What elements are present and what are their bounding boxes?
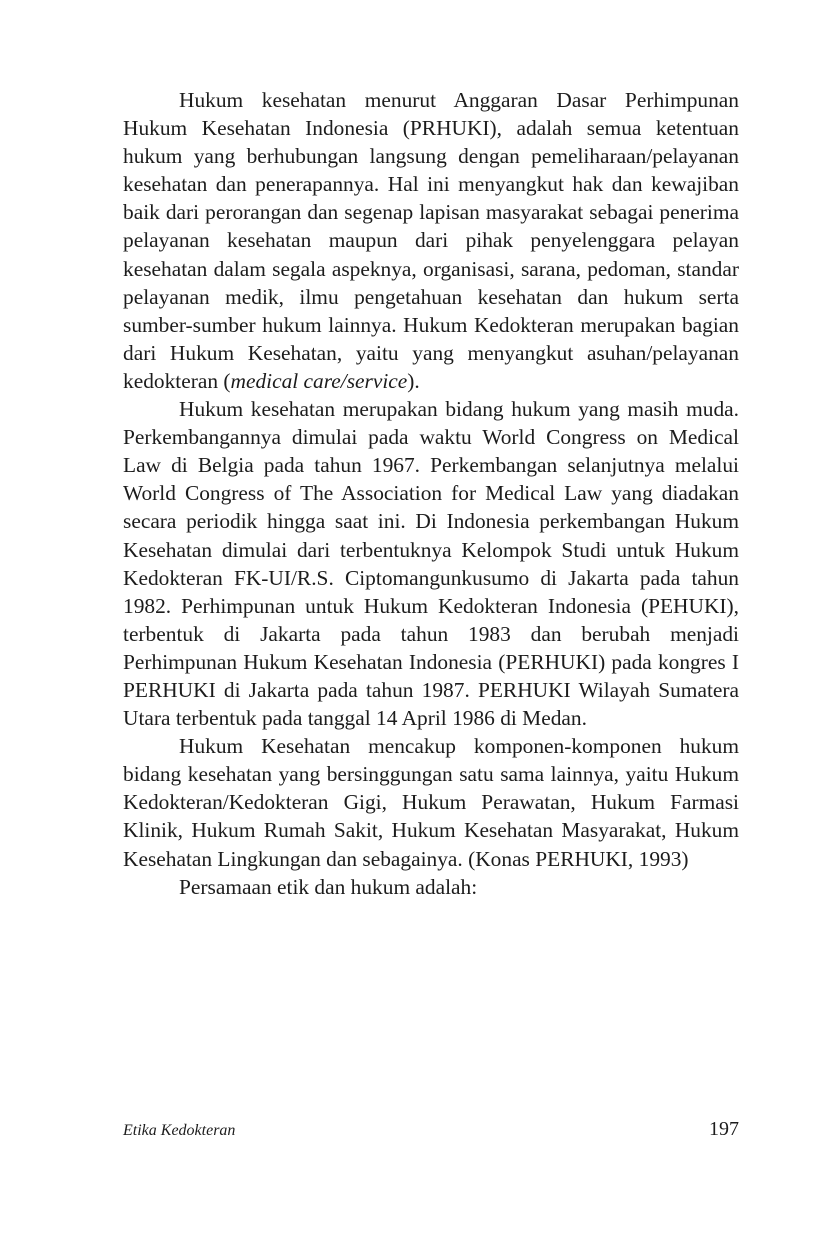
page-body xyxy=(123,86,739,901)
page-footer xyxy=(123,1118,739,1148)
footer-book-title: Etika Kedokteran xyxy=(123,1122,236,1139)
paragraph-1-italic-term: medical care/service xyxy=(230,368,408,393)
page-number: 197 xyxy=(709,1118,739,1140)
paragraph-3: Hukum Kesehatan mencakup komponen-komponen hukum bidang kesehatan yang bersinggungan satu sama lainnya, yaitu Hukum Kedokteran/Kedokteran Gigi, Hukum Perawatan, Hukum Farmasi Klinik, Hukum Rumah Sakit, Hukum Kesehatan Masyarakat, Hukum Kesehatan Lingkungan dan sebagainya. (Konas PERHUKI, 1993) xyxy=(123,734,739,871)
paragraph-4: Persamaan etik dan hukum adalah: xyxy=(179,874,478,899)
paragraph-2: Hukum kesehatan merupakan bidang hukum yang masih muda. Perkembangannya dimulai pada waktu World Congress on Medical Law di Belgia pada tahun 1967. Perkembangan selanjutnya melalui World Congress of The Association for Medical Law yang diadakan secara periodik hingga saat ini. Di Indonesia perkembangan Hukum Kesehatan dimulai dari terbentuknya Kelompok Studi untuk Hukum Kedokteran FK-UI/R.S. Ciptomangunkusumo di Jakarta pada tahun 1982. Perhimpunan untuk Hukum Kedokteran Indonesia (PEHUKI), terbentuk di Jakarta pada tahun 1983 dan berubah menjadi Perhimpunan Hukum Kesehatan Indonesia (PERHUKI) pada kongres I PERHUKI di Jakarta pada tahun 1987. PERHUKI Wilayah Sumatera Utara terbentuk pada tanggal 14 April 1986 di Medan. xyxy=(123,397,739,731)
paragraph-1-closing: ). xyxy=(407,368,420,393)
paragraph-1-text: Hukum kesehatan menurut Anggaran Dasar Perhimpunan Hukum Kesehatan Indonesia (PRHUKI), adalah semua ketentuan hukum yang berhubungan langsung dengan pemeliharaan/pelayanan kesehatan dan penerapannya. Hal ini menyangkut hak dan kewajiban baik dari perorangan dan segenap lapisan masyarakat sebagai penerima pelayanan kesehatan maupun dari pihak penyelenggara pelayan kesehatan dalam segala aspeknya, organisasi, sarana, pedoman, standar pelayanan medik, ilmu pengetahuan kesehatan dan hukum serta sumber-sumber hukum lainnya. Hukum Kedokteran merupakan bagian dari Hukum Kesehatan, yaitu yang menyangkut asuhan/pelayanan kedokteran ( xyxy=(123,88,739,393)
paragraph-1 xyxy=(123,86,739,395)
